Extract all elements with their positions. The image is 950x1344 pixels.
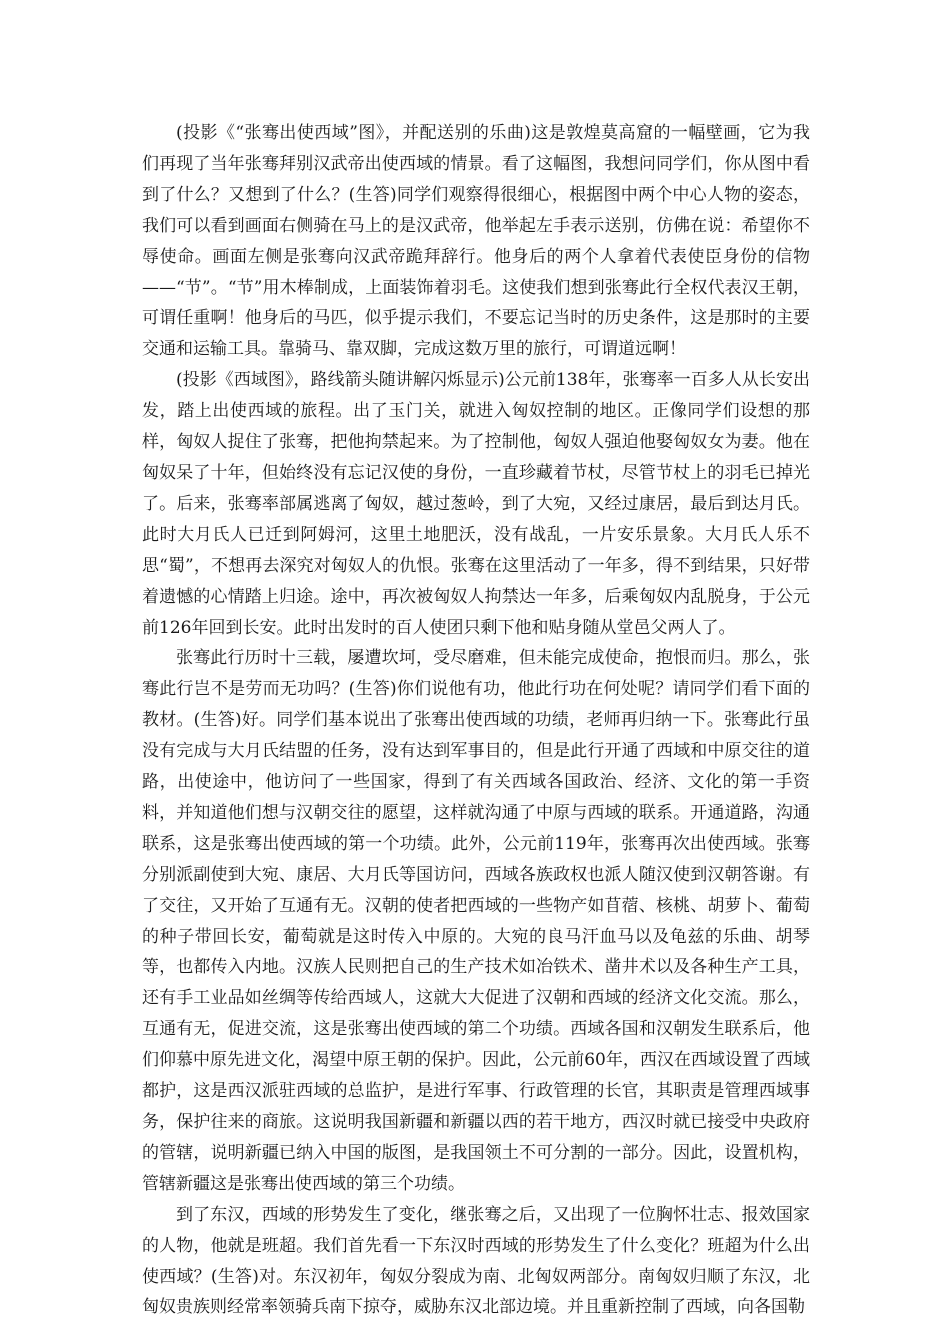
paragraph-eastern-han-ban-chao: 到了东汉，西域的形势发生了变化，继张骞之后，又出现了一位胸怀壮志、报效国家的人物，他就是班超。我们首先看一下东汉时西域的形势发生了什么变化？班超为什么出使西域？(生答)对。东汉初年，匈奴分裂成为南、北匈奴两部分。南匈奴归顺了东汉，北匈奴贵族则经常率领骑兵南下掠夺，威胁东汉北部边境。并且重新控制了西域，向各国勒 (142, 1204, 810, 1318)
paragraph-zhang-qian-mural: (投影《“张骞出使西域”图》，并配送别的乐曲)这是敦煌莫高窟的一幅壁画，它为我们再现了当年张骞拜别汉武帝出使西域的情景。看了这幅图，我想问同学们，你从图中看到了什么？又想到了什么？(生答)同学们观察得很细心，根据图中两个中心人物的姿态，我们可以看到画面右侧骑在马上的是汉武帝，他举起左手表示送别，仿佛在说：希望你不辱使命。画面左侧是张骞向汉武帝跪拜辞行。他身后的两个人拿着代表使臣身份的信物——“节”。“节”用木棒制成，上面装饰着羽毛。这使我们想到张骞此行全权代表汉王朝，可谓任重啊！他身后的马匹，似乎提示我们，不要忘记当时的历史条件，这是那时的主要交通和运输工具。靠骑马、靠双脚，完成这数万里的旅行，可谓道远啊！ (142, 123, 810, 360)
paragraph-zhang-qian-achievements: 张骞此行历时十三载，屡遭坎坷，受尽磨难，但未能完成使命，抱恨而归。那么，张骞此行岂不是劳而无功吗？(生答)你们说他有功，他此行功在何处呢？请同学们看下面的教材。(生答)好。同学们基本说出了张骞出使西域的功绩，老师再归纳一下。张骞此行虽没有完成与大月氏结盟的任务，没有达到军事目的，但是此行开通了西域和中原交往的道路，出使途中，他访问了一些国家，得到了有关西域各国政治、经济、文化的第一手资料，并知道他们想与汉朝交往的愿望，这样就沟通了中原与西域的联系。开通道路，沟通联系，这是张骞出使西域的第一个功绩。此外，公元前119年，张骞再次出使西域。张骞分别派副使到大宛、康居、大月氏等国访问，西域各族政权也派人随汉使到汉朝答谢。有了交往，又开始了互通有无。汉朝的使者把西域的一些物产如苜蓿、核桃、胡萝卜、葡萄的种子带回长安，葡萄就是这时传入中原的。大宛的良马汗血马以及龟兹的乐曲、胡琴等，也都传入内地。汉族人民则把自己的生产技术如冶铁术、凿井术以及各种生产工具，还有手工业品如丝绸等传给西域人，这就大大促进了汉朝和西域的经济文化交流。那么，互通有无，促进交流，这是张骞出使西域的第二个功绩。西域各国和汉朝发生联系后，他们仰慕中原先进文化，渴望中原王朝的保护。因此，公元前60年，西汉在西域设置了西域都护，这是西汉派驻西域的总监护，是进行军事、行政管理的长官，其职责是管理西域事务，保护往来的商旅。这说明我国新疆和新疆以西的若干地方，西汉时就已接受中央政府的管辖，说明新疆已纳入中国的版图，是我国领土不可分割的一部分。因此，设置机构，管辖新疆这是张骞出使西域的第三个功绩。 (142, 648, 810, 1194)
paragraph-western-regions-journey: (投影《西域图》，路线箭头随讲解闪烁显示)公元前138年，张骞率一百多人从长安出发，踏上出使西域的旅程。出了玉门关，就进入匈奴控制的地区。正像同学们设想的那样，匈奴人捉住了张骞，把他拘禁起来。为了控制他，匈奴人强迫他娶匈奴女为妻。他在匈奴呆了十年，但始终没有忘记汉使的身份，一直珍藏着节杖，尽管节杖上的羽毛已掉光了。后来，张骞率部属逃离了匈奴，越过葱岭，到了大宛，又经过康居，最后到达月氏。此时大月氏人已迁到阿姆河，这里土地肥沃，没有战乱，一片安乐景象。大月氏人乐不思“蜀”，不想再去深究对匈奴人的仇恨。张骞在这里活动了一年多，得不到结果，只好带着遗憾的心情踏上归途。途中，再次被匈奴人拘禁达一年多，后乘匈奴内乱脱身，于公元前126年回到长安。此时出发时的百人使团只剩下他和贴身随从堂邑父两人了。 (142, 370, 810, 638)
document-body (142, 118, 810, 1323)
